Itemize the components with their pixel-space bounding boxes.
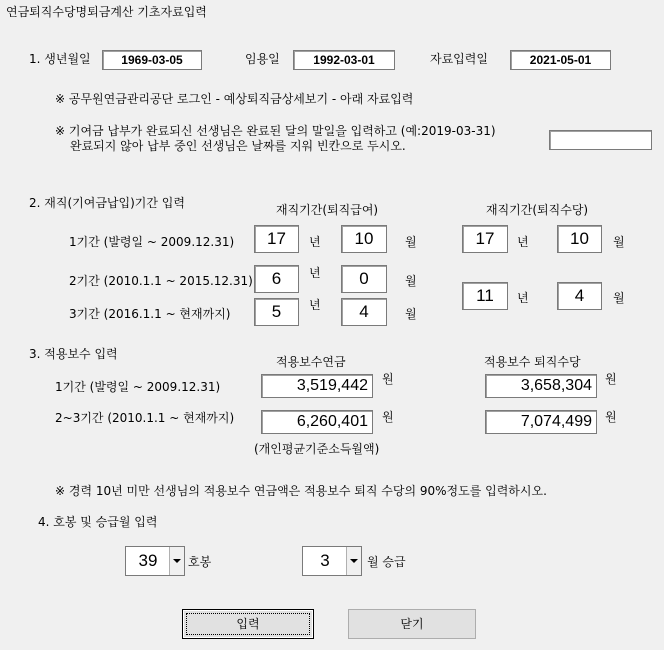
- pay-period1-label: 1기간 (발령일 ~ 2009.12.31): [55, 380, 221, 394]
- month-unit: 월: [405, 307, 417, 321]
- submit-button-label: 입력: [236, 617, 260, 631]
- won-unit: 원: [605, 410, 617, 424]
- won-unit: 원: [382, 410, 394, 424]
- section2-title: 2. 재직(기여금납입)기간 입력: [29, 196, 185, 210]
- chevron-down-icon[interactable]: [169, 547, 184, 575]
- year-unit: 년: [517, 291, 529, 305]
- period3-label: 3기간 (2016.1.1 ~ 현재까지): [69, 307, 231, 321]
- focus-rectangle: [186, 613, 310, 635]
- chevron-down-icon[interactable]: [346, 547, 361, 575]
- col-pay-pension: 적용보수연금: [276, 355, 346, 369]
- entry-date-label: 자료입력일: [430, 52, 488, 66]
- promo-month-select[interactable]: [302, 546, 362, 576]
- submit-button[interactable]: [182, 609, 314, 639]
- pension-pay-note: (개인평균기준소득월액): [254, 442, 380, 456]
- pay-period23-label: 2~3기간 (2010.1.1 ~ 현재까지): [55, 411, 235, 425]
- note-contribution-line1: ※ 기여금 납부가 완료되신 선생님은 완료된 달의 말일을 입력하고 (예:2019-03-31): [55, 124, 496, 138]
- p1-months-field[interactable]: 10: [341, 225, 387, 253]
- year-unit: 년: [309, 298, 321, 312]
- month-unit: 월: [613, 291, 625, 305]
- year-unit: 년: [309, 266, 321, 280]
- col-pay-allowance: 적용보수 퇴직수당: [484, 355, 581, 369]
- section3-title: 3. 적용보수 입력: [29, 347, 118, 361]
- month-unit: 월: [405, 235, 417, 249]
- p2-months-field[interactable]: 0: [341, 265, 387, 293]
- note-under-10-years: ※ 경력 10년 미만 선생님의 적용보수 연금액은 적용보수 퇴직 수당의 90%정도를 입력하시오.: [55, 484, 547, 498]
- a1-months-field[interactable]: 10: [557, 225, 602, 253]
- a1-years-field[interactable]: 17: [462, 225, 508, 253]
- p1-years-field[interactable]: 17: [254, 225, 299, 253]
- p3-years-field[interactable]: 5: [254, 298, 299, 326]
- birth-date-field[interactable]: 1969-03-05: [102, 50, 202, 70]
- col-service-allowance: 재직기간(퇴직수당): [486, 203, 589, 217]
- period1-label: 1기간 (발령일 ~ 2009.12.31): [69, 235, 235, 249]
- promo-month-unit: 월 승급: [367, 555, 406, 569]
- year-unit: 년: [517, 235, 529, 249]
- promo-month-select-value: 3: [320, 551, 330, 570]
- pension-pay-p23-field[interactable]: 6,260,401: [261, 410, 373, 434]
- hire-date-label: 임용일: [245, 52, 280, 66]
- allowance-pay-p23-field[interactable]: 7,074,499: [485, 410, 597, 434]
- step-select[interactable]: [125, 546, 185, 576]
- pension-pay-p1-field[interactable]: 3,519,442: [261, 374, 373, 398]
- period2-label: 2기간 (2010.1.1 ~ 2015.12.31): [69, 274, 253, 288]
- won-unit: 원: [605, 372, 617, 386]
- month-unit: 월: [613, 235, 625, 249]
- window-title: 연금퇴직수당명퇴금계산 기초자료입력: [6, 5, 207, 19]
- year-unit: 년: [309, 235, 321, 249]
- section4-title: 4. 호봉 및 승급월 입력: [38, 515, 158, 529]
- a23-years-field[interactable]: 11: [462, 282, 508, 310]
- col-service-pension: 재직기간(퇴직급여): [276, 203, 379, 217]
- note-contribution-line2: 완료되지 않아 납부 중인 선생님은 날짜를 지워 빈칸으로 두시오.: [70, 139, 406, 153]
- a23-months-field[interactable]: 4: [557, 282, 602, 310]
- p2-years-field[interactable]: 6: [254, 265, 299, 293]
- step-unit: 호봉: [188, 555, 212, 569]
- month-unit: 월: [405, 274, 417, 288]
- close-button-label: 닫기: [400, 617, 424, 631]
- entry-date-field[interactable]: 2021-05-01: [510, 50, 611, 70]
- allowance-pay-p1-field[interactable]: 3,658,304: [485, 374, 597, 398]
- window-title-bar: [0, 0, 664, 22]
- p3-months-field[interactable]: 4: [341, 298, 387, 326]
- birth-date-label: 1. 생년월일: [29, 52, 91, 66]
- won-unit: 원: [382, 372, 394, 386]
- contribution-end-date-field[interactable]: [549, 130, 652, 150]
- note-login-instruction: ※ 공무원연금관리공단 로그인 - 예상퇴직금상세보기 - 아래 자료입력: [55, 92, 414, 106]
- step-select-value: 39: [138, 551, 158, 570]
- close-button[interactable]: [348, 609, 476, 639]
- hire-date-field[interactable]: 1992-03-01: [293, 50, 395, 70]
